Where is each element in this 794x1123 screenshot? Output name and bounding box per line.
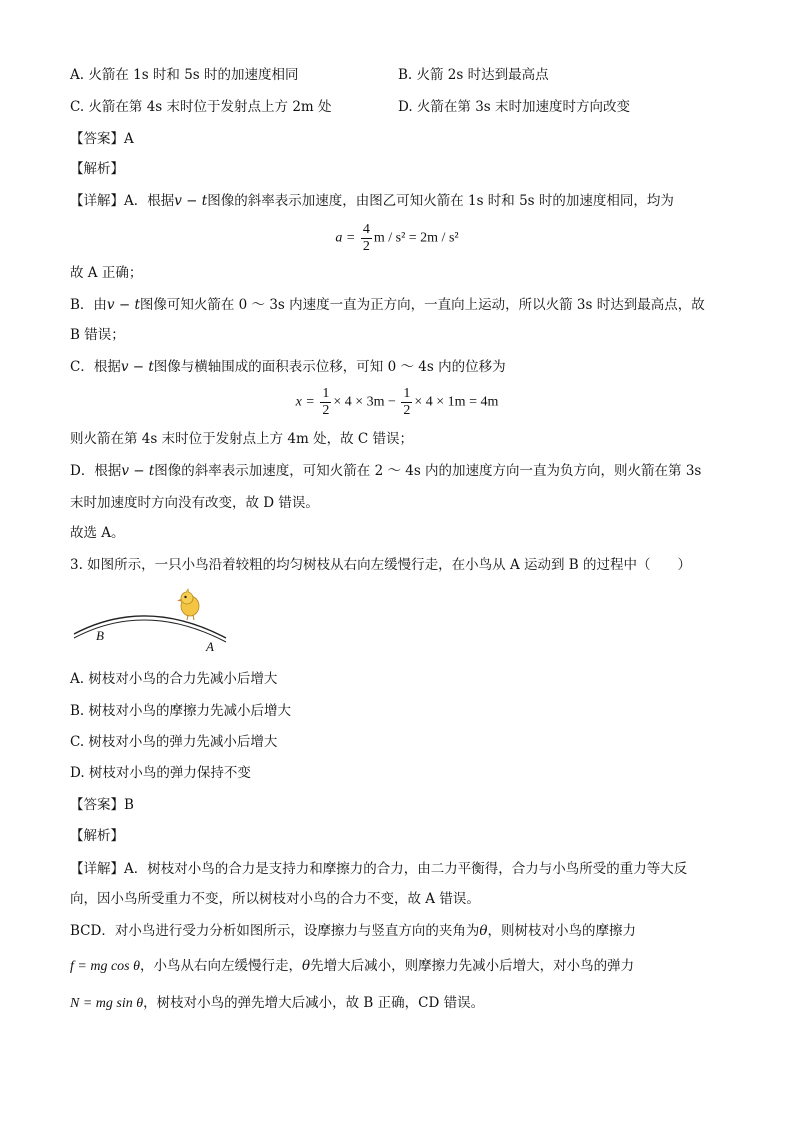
q2-detail-d: D．根据v − t图像的斜率表示加速度，可知火箭在 2 ～ 4s 内的加速度方向一直为负方向，则火箭在第 3s — [70, 463, 702, 479]
q3-friction-line: f = mg cos θ，小鸟从右向左缓慢行走，θ先增大后减小，则摩擦力先减小后增大，对小鸟的弹力 — [70, 958, 635, 974]
q3-stem: 3. 如图所示，一只小鸟沿着较粗的均匀树枝从右向左缓慢行走，在小鸟从 A 运动到 B 的过程中（ ） — [70, 557, 692, 573]
label-a: A — [206, 639, 214, 654]
q2-detail-c: C．根据v − t图像与横轴围成的面积表示位移，可知 0 ～ 4s 内的位移为 — [70, 359, 506, 375]
friction-equation: f = mg cos θ — [70, 959, 140, 974]
q2-choose: 故选 A。 — [70, 525, 125, 541]
q3-detail-1: 【详解】A．树枝对小鸟的合力是支持力和摩擦力的合力，由二力平衡得，合力与小鸟所受的重力等大反 — [70, 861, 688, 877]
q2-analysis-label: 【解析】 — [70, 161, 124, 177]
q3-option-d: D. 树枝对小鸟的弹力保持不变 — [70, 765, 251, 781]
q3-detail-2: 向，因小鸟所受重力不变，所以树枝对小鸟的合力不变，故 A 错误。 — [70, 891, 480, 907]
bird-icon — [177, 589, 199, 620]
q2-a-correct: 故 A 正确； — [70, 265, 143, 281]
vt-symbol: v − t — [174, 193, 208, 209]
label-b: B — [96, 628, 104, 643]
q2-detail-b-cont: B 错误； — [70, 327, 125, 343]
q3-figure-branch — [66, 588, 236, 654]
normal-force-equation: N = mg sin θ — [70, 996, 144, 1011]
q3-bcd-1: BCD．对小鸟进行受力分析如图所示，设摩擦力与竖直方向的夹角为θ，则树枝对小鸟的摩擦力 — [70, 923, 636, 939]
q2-equation-displacement: x = $\frac{1}{2}$ × 4 × 3m − $\frac{1}{2}$ × 4 × 1m = 4m — [295, 386, 499, 418]
q2-detail-d-cont: 末时加速度时方向没有改变，故 D 错误。 — [70, 495, 319, 511]
q2-detail-c-cont: 则火箭在第 4s 末时位于发射点上方 4m 处，故 C 错误； — [70, 431, 413, 447]
q2-detail-b: B．由v − t图像可知火箭在 0 ～ 3s 内速度一直为正方向，一直向上运动，所以火箭 3s 时达到最高点，故 — [70, 297, 705, 313]
q3-option-c: C. 树枝对小鸟的弹力先减小后增大 — [70, 734, 278, 750]
q3-normal-line: N = mg sin θ，树枝对小鸟的弹先增大后减小，故 B 正确，CD 错误。 — [70, 995, 485, 1011]
q2-option-c: C. 火箭在第 4s 末时位于发射点上方 2m 处 — [70, 99, 332, 115]
q2-option-d: D. 火箭在第 3s 末时加速度时方向改变 — [398, 99, 631, 115]
q2-answer: 【答案】A — [70, 131, 134, 147]
q2-option-a: A. 火箭在 1s 时和 5s 时的加速度相同 — [70, 67, 299, 83]
q3-answer: 【答案】B — [70, 797, 134, 813]
q3-analysis-label: 【解析】 — [70, 828, 124, 844]
q3-option-b: B. 树枝对小鸟的摩擦力先减小后增大 — [70, 703, 292, 719]
q2-option-b: B. 火箭 2s 时达到最高点 — [398, 67, 549, 83]
q2-equation-acceleration: a = $\frac{4}{2}$ m / s² = 2m / s² — [335, 222, 459, 254]
q2-detail-a: 【详解】A．根据v − t图像的斜率表示加速度，由图乙可知火箭在 1s 时和 5s 时的加速度相同，均为 — [70, 193, 674, 209]
q3-option-a: A. 树枝对小鸟的合力先减小后增大 — [70, 671, 278, 687]
